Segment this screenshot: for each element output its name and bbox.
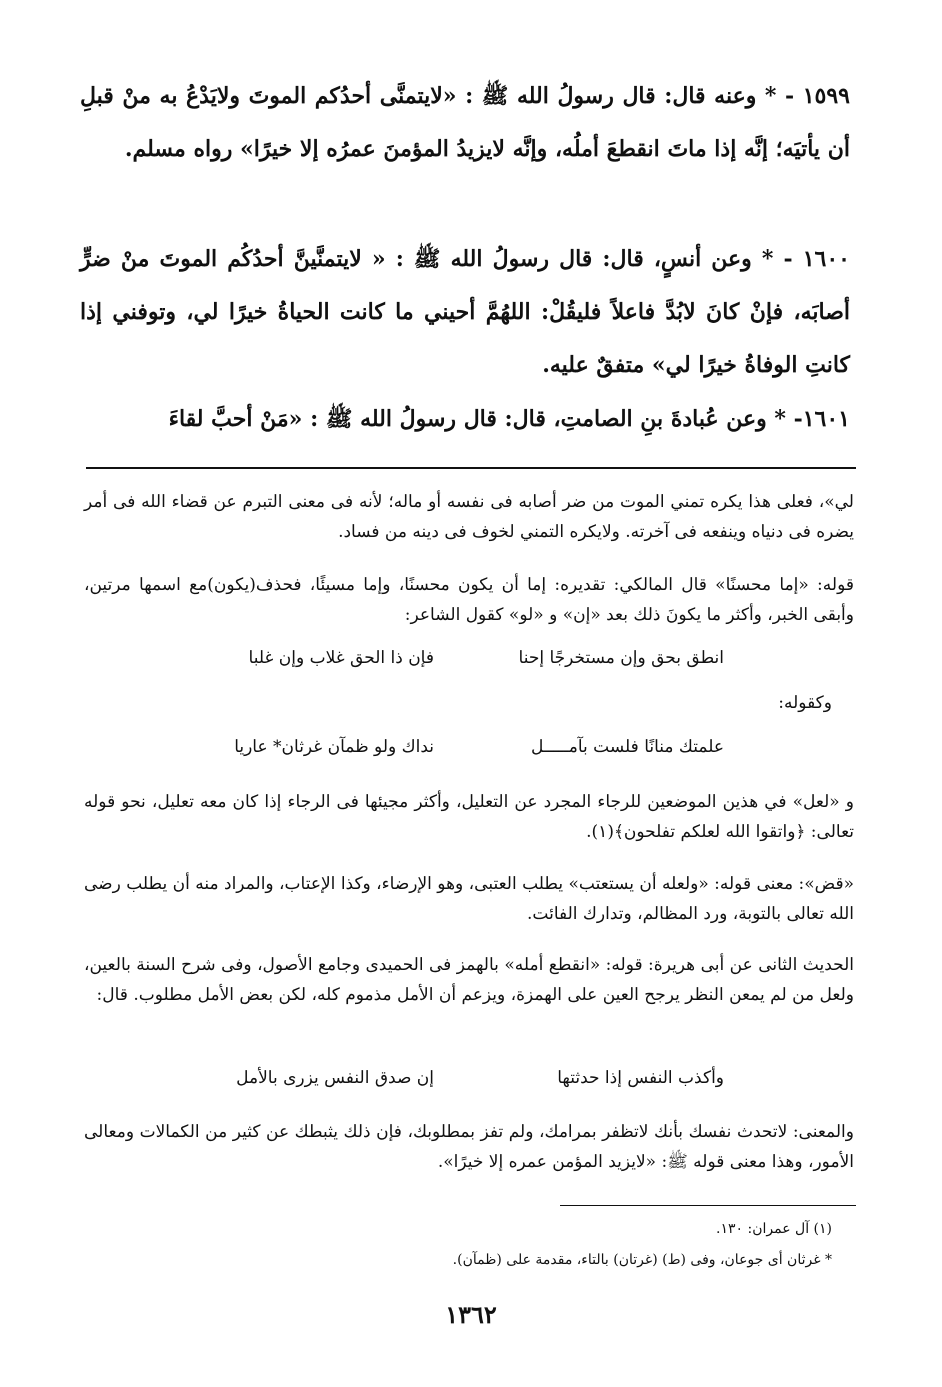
commentary-paragraph: «قض»: معنى قوله: «ولعله أن يستعتب» يطلب العتبى، وهو الإرضاء، وكذا الإعتاب، والمراد منه أن يطلب رضى الله تعالى بالتوبة، ورد المظالم، وتدارك الفائت. [84, 874, 854, 924]
page-number: ١٣٦٢ [445, 1300, 497, 1329]
poetry-verse [84, 737, 854, 767]
verse-second-hemistich: فإن ذا الحق غلاب وإن غلبا [248, 648, 434, 668]
verse-second-hemistich: إن صدق النفس يزرى بالأمل [236, 1068, 434, 1088]
footnote: (١) آل عمران: ١٣٠. [716, 1221, 832, 1237]
commentary-paragraph: قوله: «إما محسنًا» قال المالكي: تقديره: إما أن يكون محسنًا، وإما مسيئًا، فحذف(يكون)مع اسمها مرتين، وأبقى الخبر، وأكثر ما يكونَ ذلك بعد «إن» و «لو» كقول الشاعر: [84, 575, 854, 625]
poetry-verse [84, 1068, 854, 1098]
text-divider [86, 467, 856, 469]
verse-second-hemistich: نداك ولو ظمآن غرثان* عاريا [234, 737, 434, 757]
commentary-paragraph: و «لعل» في هذين الموضعين للرجاء المجرد عن التعليل، وأكثر مجيئها فى الرجاء إذا كان معه تعليل، نحو قوله تعالى: ﴿واتقوا الله لعلكم تفلحون﴾(١). [84, 792, 854, 842]
verse-first-hemistich: علمتك منانًا فلست بآمـــــل [530, 737, 724, 757]
commentary-paragraph: الحديث الثانى عن أبى هريرة: قوله: «انقطع أمله» بالهمز فى الحميدى وجامع الأصول، وفى شرح السنة بالعين، ولعل من لم يمعن النظر يرجح العين على الهمزة، ويزعم أن الأمل مذموم كله، لكن بعض الأمل مطلوب. قال: [84, 955, 854, 1005]
poetry-verse [84, 648, 854, 678]
verse-first-hemistich: انطق بحق وإن مستخرجًا إحنا [518, 648, 724, 668]
footnote: * غرثان أى جوعان، وفى (ط) (غرتان) بالتاء، مقدمة على (ظمآن). [452, 1252, 832, 1268]
commentary-paragraph: لي»، فعلى هذا يكره تمني الموت من ضر أصابه فى نفسه أو ماله؛ لأنه فى معنى التبرم عن قضاء الله فى أمر يضره فى دنياه وينفعه فى آخرته. ولايكره التمني لخوف فى دينه من فساد. [84, 492, 854, 542]
verse-first-hemistich: وأكذب النفس إذا حدثتها [557, 1068, 724, 1088]
hadith-1599: ١٥٩٩ - * وعنه قال: قال رسولُ الله ﷺ : «لايتمنَّى أحدُكم الموتَ ولايَدْعُ به منْ قبلِ أن يأتيَه؛ إنَّه إذا ماتَ انقطعَ أملُه، وإنَّه لايزيدُ المؤمنَ عمرُه إلا خيرًا» رواه مسلم. [80, 83, 850, 162]
hadith-1601: ١٦٠١- * وعن عُبادةَ بنِ الصامتِ، قال: قال رسولُ الله ﷺ : «مَنْ أحبَّ لقاءَ [168, 406, 850, 432]
footnote-divider [560, 1205, 856, 1206]
commentary-line: وكقوله: [778, 693, 832, 713]
commentary-paragraph: والمعنى: لاتحدث نفسك بأنك لاتظفر بمرامك، ولم تفز بمطلوبك، فإن ذلك يثبطك عن كثير من الكمالات ومعالى الأمور، وهذا معنى قوله ﷺ: «لايزيد المؤمن عمره إلا خيرًا». [84, 1122, 854, 1172]
hadith-1600: ١٦٠٠ - * وعن أنسٍ، قال: قال رسولُ الله ﷺ : « لايتمنَّينَّ أحدُكُم الموتَ منْ ضرٍّ أصابَه، فإنْ كانَ لابُدَّ فاعلاً فليقُلْ: اللهُمَّ أحيني ما كانت الحياةُ خيرًا لي، وتوفني إذا كانتِ الوفاةُ خيرًا لي» متفقٌ عليه. [80, 246, 850, 378]
